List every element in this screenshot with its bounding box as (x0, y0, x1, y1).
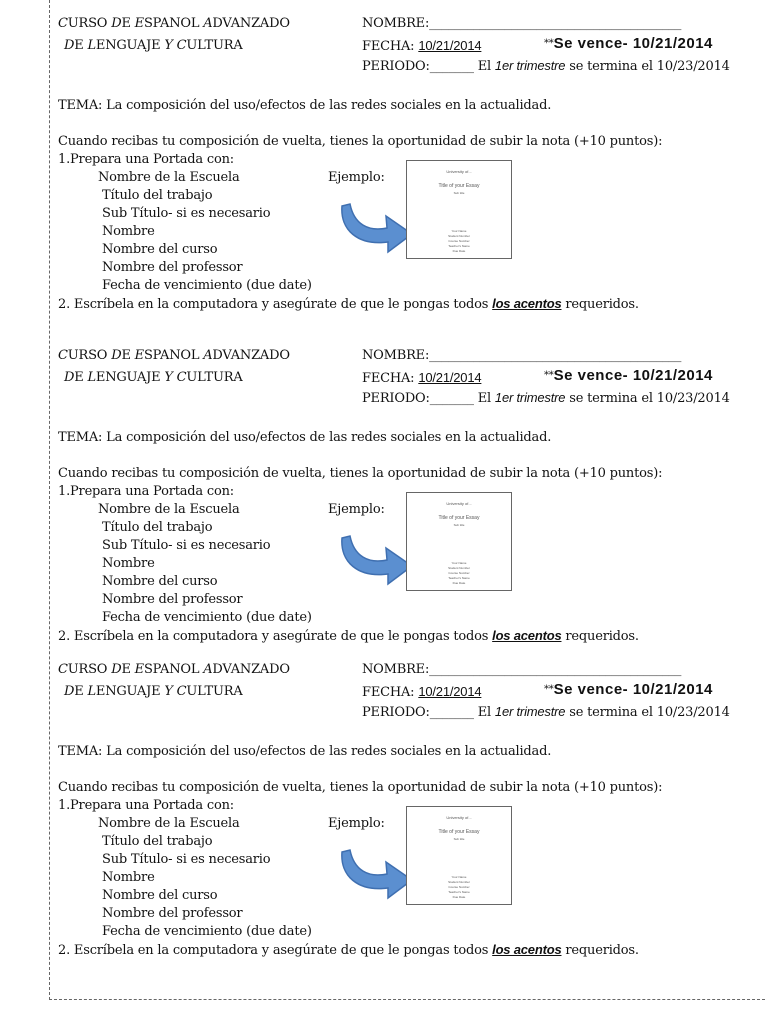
fecha-label: FECHA: (362, 371, 415, 386)
example-school: University of... (446, 501, 472, 506)
nombre-field (362, 348, 681, 364)
example-line: Course Number (448, 239, 470, 243)
fecha-value: 10/21/2014 (418, 370, 482, 385)
trimestre-note: El 1er trimestre se termina el 10/23/2014 (477, 704, 730, 720)
example-line: Student Number (448, 566, 470, 570)
acentos-emphasis: los acentos (492, 942, 562, 957)
portada-item: Nombre del professor (102, 906, 243, 921)
example-line: Your Name (451, 229, 467, 233)
portada-item: Nombre del professor (102, 592, 243, 607)
curved-arrow-icon (336, 528, 416, 592)
curved-arrow-icon (336, 196, 416, 260)
handout-section (58, 332, 763, 646)
example-line: Teacher's Name (448, 576, 470, 580)
portada-item: Nombre (102, 556, 155, 571)
nombre-blank: ________________________________________ (429, 16, 682, 31)
portada-item: Nombre de la Escuela (98, 170, 240, 185)
nombre-blank: ________________________________________ (429, 662, 682, 677)
example-line: Student Number (448, 234, 470, 238)
portada-item: Fecha de vencimiento (due date) (102, 278, 312, 293)
example-line: Course Number (448, 885, 470, 889)
portada-item: Título del trabajo (102, 188, 213, 203)
due-date-notice (544, 682, 713, 699)
handout-section (58, 0, 763, 314)
portada-item: Nombre (102, 870, 155, 885)
example-school: University of... (446, 169, 472, 174)
portada-item: Sub Título- si es necesario (102, 206, 271, 221)
course-title-line2: DE LENGUAJE Y CULTURA (64, 370, 243, 385)
acentos-emphasis: los acentos (492, 296, 562, 311)
due-stars: ** (544, 38, 554, 49)
example-title: Title of your Essay (438, 515, 480, 521)
fecha-field (362, 684, 481, 701)
example-line: Due Date (452, 895, 466, 899)
fecha-value: 10/21/2014 (418, 684, 482, 699)
nombre-field (362, 16, 681, 32)
portada-item: Sub Título- si es necesario (102, 538, 271, 553)
due-date-notice (544, 368, 713, 385)
portada-item: Nombre del curso (102, 574, 218, 589)
intro-line: Cuando recibas tu composición de vuelta, tienes la oportunidad de subir la nota (+10 puntos): (58, 134, 663, 149)
periodo-blank: _______ (429, 705, 474, 720)
portada-item: Título del trabajo (102, 520, 213, 535)
portada-item: Fecha de vencimiento (due date) (102, 610, 312, 625)
nombre-label: NOMBRE: (362, 348, 430, 363)
portada-item: Sub Título- si es necesario (102, 852, 271, 867)
nombre-blank: ________________________________________ (429, 348, 682, 363)
trimestre-note: El 1er trimestre se termina el 10/23/2014 (477, 390, 730, 406)
intro-line: Cuando recibas tu composición de vuelta, tienes la oportunidad de subir la nota (+10 puntos): (58, 780, 663, 795)
due-date-notice (544, 36, 713, 53)
curved-arrow-icon (336, 842, 416, 906)
example-cover-page (406, 492, 512, 591)
example-title: Title of your Essay (438, 829, 480, 835)
ejemplo-label: Ejemplo: (328, 170, 385, 185)
step2-line: 2. Escríbela en la computadora y asegúrate de que le pongas todos los acentos requeridos. (58, 296, 639, 312)
example-line: Student Number (448, 880, 470, 884)
periodo-label: PERIODO: (362, 59, 430, 74)
intro-line: Cuando recibas tu composición de vuelta, tienes la oportunidad de subir la nota (+10 puntos): (58, 466, 663, 481)
ejemplo-label: Ejemplo: (328, 502, 385, 517)
course-title-line2: DE LENGUAJE Y CULTURA (64, 38, 243, 53)
periodo-blank: _______ (429, 391, 474, 406)
example-school: University of... (446, 815, 472, 820)
nombre-label: NOMBRE: (362, 662, 430, 677)
course-title-line1: CURSO DE ESPANOL ADVANZADO (58, 662, 290, 677)
tema-line: TEMA: La composición del uso/efectos de las redes sociales en la actualidad. (58, 430, 552, 445)
periodo-label: PERIODO: (362, 705, 430, 720)
due-stars: ** (544, 370, 554, 381)
example-subtitle: Sub title (453, 837, 465, 841)
step1-line: 1.Prepara una Portada con: (58, 152, 234, 167)
nombre-field (362, 662, 681, 678)
portada-item: Nombre de la Escuela (98, 502, 240, 517)
due-stars: ** (544, 684, 554, 695)
example-line: Teacher's Name (448, 244, 470, 248)
step2-line: 2. Escríbela en la computadora y asegúrate de que le pongas todos los acentos requeridos. (58, 942, 639, 958)
due-date-text: Se vence- 10/21/2014 (553, 681, 713, 698)
fecha-field (362, 370, 481, 387)
ejemplo-label: Ejemplo: (328, 816, 385, 831)
example-line: Due Date (452, 581, 466, 585)
example-subtitle: Sub title (453, 523, 465, 527)
portada-item: Nombre del curso (102, 888, 218, 903)
portada-item: Título del trabajo (102, 834, 213, 849)
course-title-line1: CURSO DE ESPANOL ADVANZADO (58, 16, 290, 31)
periodo-label: PERIODO: (362, 391, 430, 406)
nombre-label: NOMBRE: (362, 16, 430, 31)
fecha-label: FECHA: (362, 685, 415, 700)
fecha-field (362, 38, 481, 55)
fecha-label: FECHA: (362, 39, 415, 54)
example-cover-page (406, 160, 512, 259)
example-line: Your Name (451, 875, 467, 879)
step1-line: 1.Prepara una Portada con: (58, 798, 234, 813)
step2-line: 2. Escríbela en la computadora y asegúrate de que le pongas todos los acentos requeridos. (58, 628, 639, 644)
example-cover-page (406, 806, 512, 905)
acentos-emphasis: los acentos (492, 628, 562, 643)
example-line: Due Date (452, 249, 466, 253)
portada-item: Nombre del professor (102, 260, 243, 275)
example-subtitle: Sub title (453, 191, 465, 195)
portada-item: Nombre del curso (102, 242, 218, 257)
due-date-text: Se vence- 10/21/2014 (553, 367, 713, 384)
portada-item: Fecha de vencimiento (due date) (102, 924, 312, 939)
handout-section (58, 646, 763, 960)
periodo-field (362, 58, 730, 75)
periodo-field (362, 704, 730, 721)
due-date-text: Se vence- 10/21/2014 (553, 35, 713, 52)
example-line: Teacher's Name (448, 890, 470, 894)
periodo-blank: _______ (429, 59, 474, 74)
tema-line: TEMA: La composición del uso/efectos de las redes sociales en la actualidad. (58, 744, 552, 759)
example-line: Course Number (448, 571, 470, 575)
course-title-line1: CURSO DE ESPANOL ADVANZADO (58, 348, 290, 363)
portada-item: Nombre (102, 224, 155, 239)
trimestre-note: El 1er trimestre se termina el 10/23/2014 (477, 58, 730, 74)
course-title-line2: DE LENGUAJE Y CULTURA (64, 684, 243, 699)
fecha-value: 10/21/2014 (418, 38, 482, 53)
step1-line: 1.Prepara una Portada con: (58, 484, 234, 499)
example-title: Title of your Essay (438, 183, 480, 189)
periodo-field (362, 390, 730, 407)
portada-item: Nombre de la Escuela (98, 816, 240, 831)
example-line: Your Name (451, 561, 467, 565)
tema-line: TEMA: La composición del uso/efectos de las redes sociales en la actualidad. (58, 98, 552, 113)
